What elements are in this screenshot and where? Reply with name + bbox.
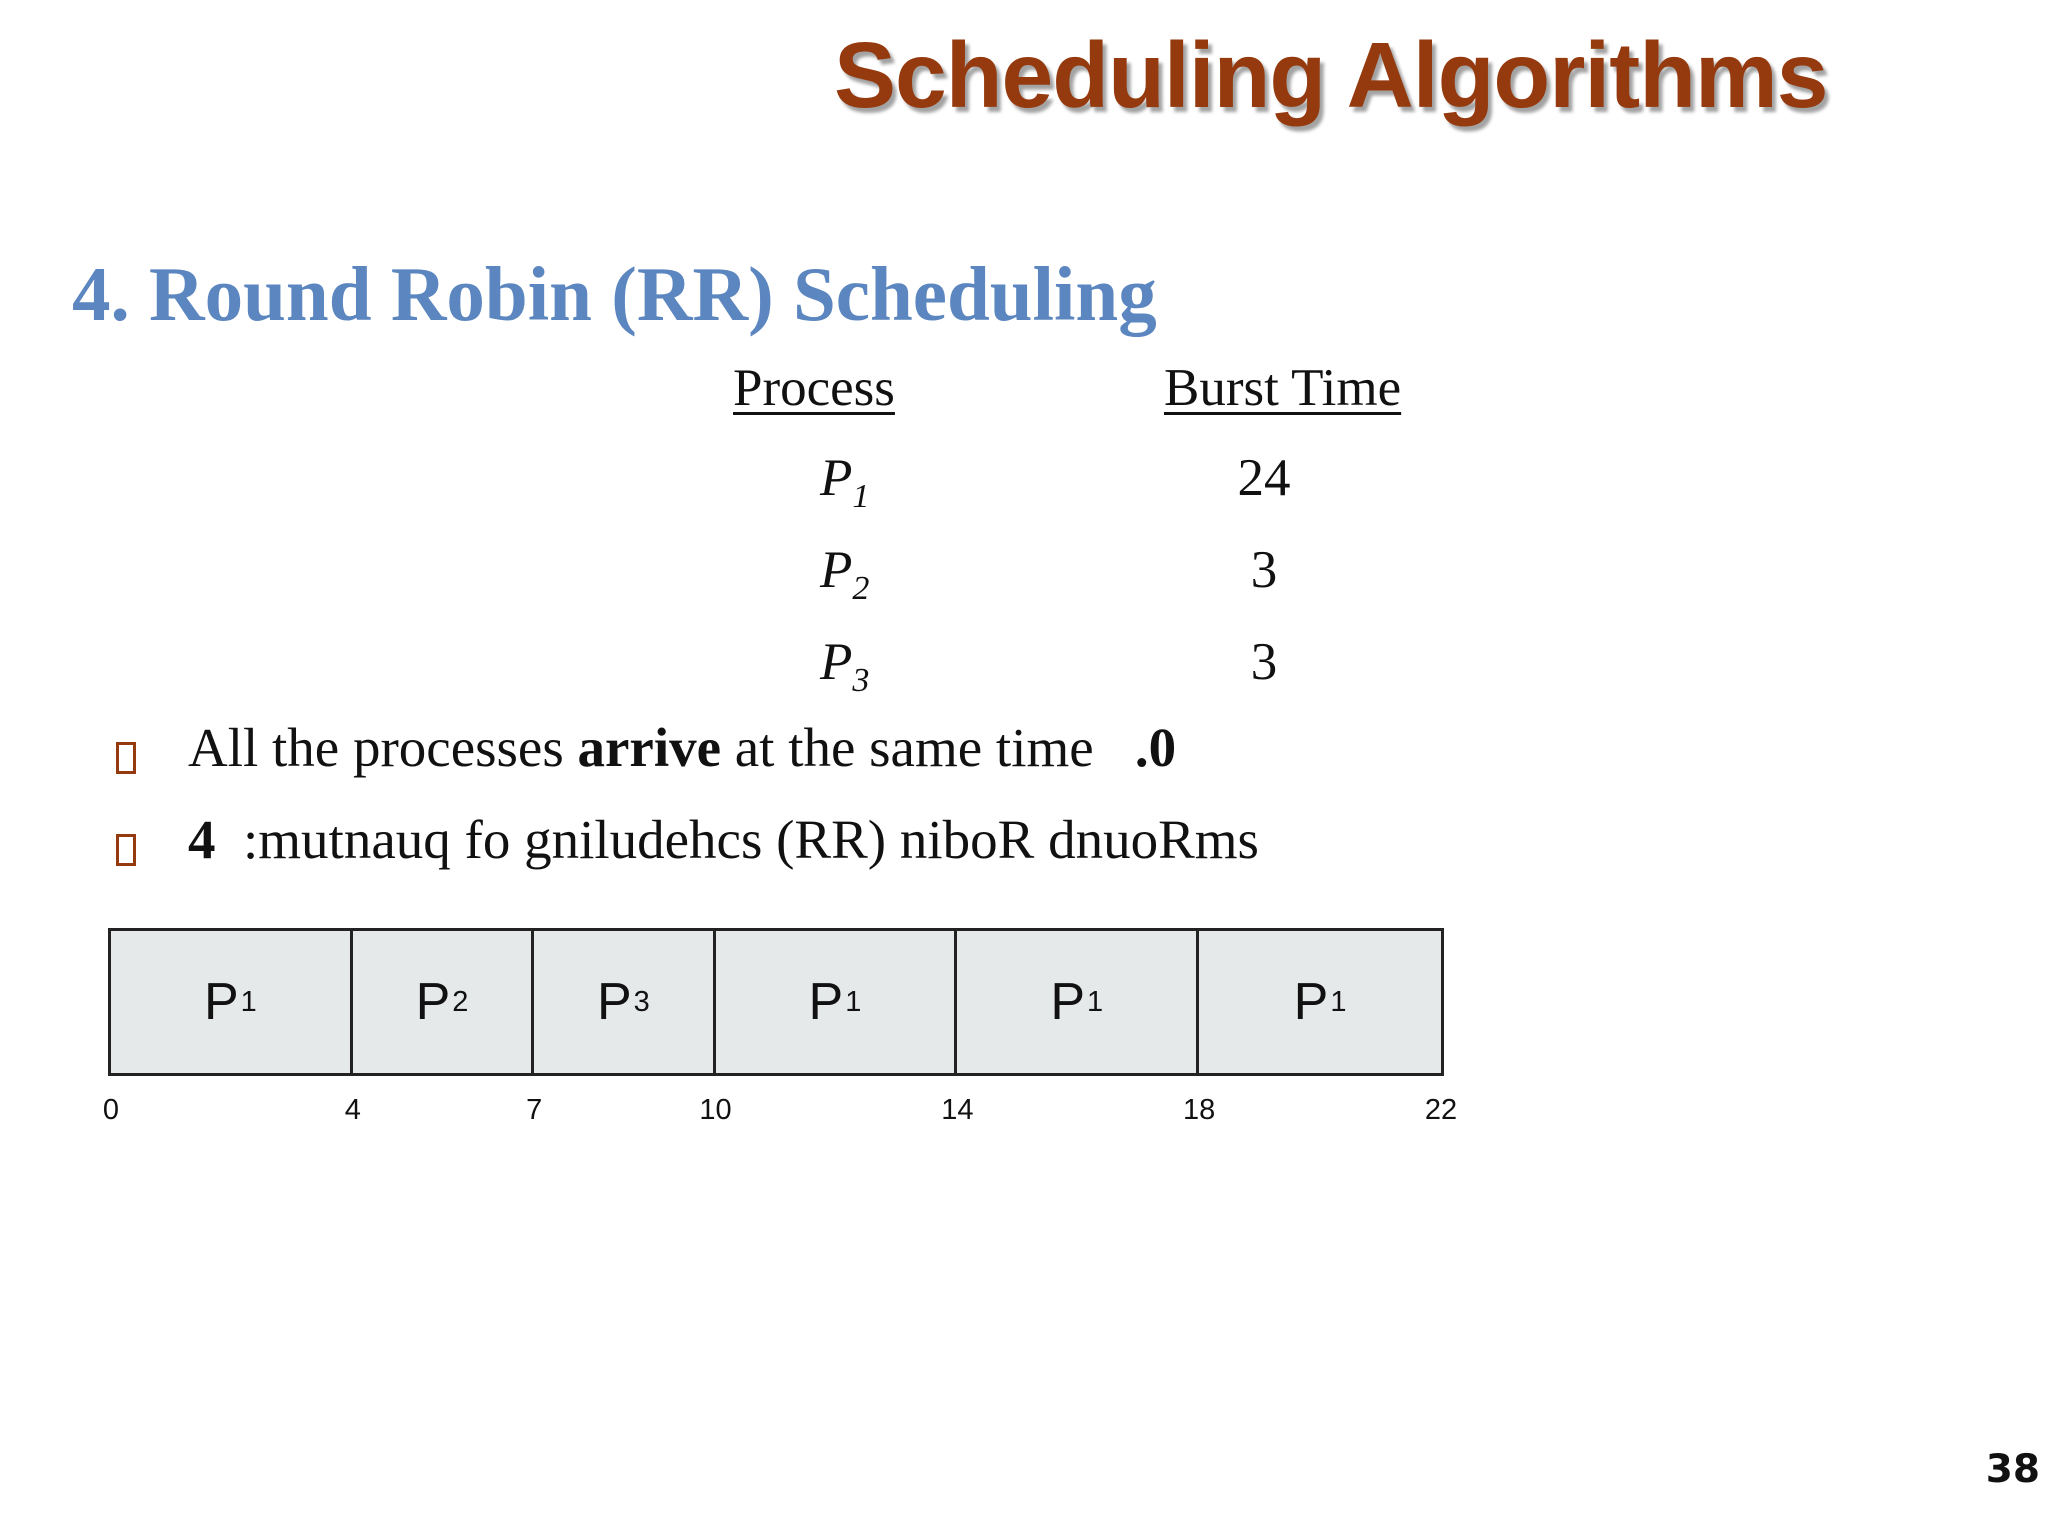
gantt-tick-label: 10 <box>699 1094 732 1126</box>
slide-title: Scheduling Algorithms <box>834 23 1828 127</box>
gantt-tick-label: 4 <box>344 1094 361 1126</box>
process-name-p1: $P_1$ <box>820 449 870 515</box>
page-number: 38 <box>1985 1447 2040 1492</box>
bullet-quantum: 4 :mutnauq fo gniludehcs (RR) niboR dnuoRms <box>188 809 1259 870</box>
gantt-segment-subscript: 1 <box>1330 985 1347 1018</box>
gantt-segment-subscript: 1 <box>845 985 862 1018</box>
gantt-segment <box>716 931 958 1073</box>
gantt-segment-label: P <box>1293 973 1329 1031</box>
gantt-segment <box>1199 931 1441 1073</box>
gantt-segment-label: P <box>415 973 451 1031</box>
gantt-segment <box>957 931 1199 1073</box>
gantt-segment-subscript: 3 <box>633 985 650 1018</box>
gantt-tick-label: 7 <box>526 1094 543 1126</box>
bullet-square-icon <box>116 834 136 866</box>
section-heading: 4. Round Robin (RR) Scheduling <box>72 251 1157 337</box>
process-name-p3: $P_3$ <box>820 633 870 699</box>
gantt-tick-label: 22 <box>1424 1094 1458 1126</box>
process-column-header: Process <box>733 359 895 417</box>
gantt-segment <box>353 931 534 1073</box>
gantt-segment-label: P <box>1050 973 1086 1031</box>
process-name-p2: $P_2$ <box>820 541 870 607</box>
bullet-arrival: All the processes arrive at the same time .0 <box>188 717 1177 778</box>
gantt-segment-label: P <box>203 973 239 1031</box>
burst-time-p2: 3 <box>1250 541 1278 599</box>
gantt-segment-subscript: 1 <box>1087 985 1104 1018</box>
gantt-tick-label: 18 <box>1183 1094 1216 1126</box>
gantt-segment-label: P <box>596 973 632 1031</box>
gantt-segment-label: P <box>808 973 844 1031</box>
gantt-tick-label: 0 <box>102 1094 120 1126</box>
burst-time-column-header: Burst Time <box>1164 359 1402 417</box>
gantt-tick-label: 14 <box>941 1094 974 1126</box>
gantt-segment <box>534 931 715 1073</box>
bullet-square-icon <box>116 742 136 774</box>
gantt-segment-subscript: 2 <box>452 985 469 1018</box>
burst-time-p1: 24 <box>1237 449 1291 507</box>
gantt-segment <box>111 931 353 1073</box>
gantt-segment-subscript: 1 <box>240 985 257 1018</box>
burst-time-p3: 3 <box>1250 633 1278 691</box>
gantt-chart <box>108 928 1444 1076</box>
